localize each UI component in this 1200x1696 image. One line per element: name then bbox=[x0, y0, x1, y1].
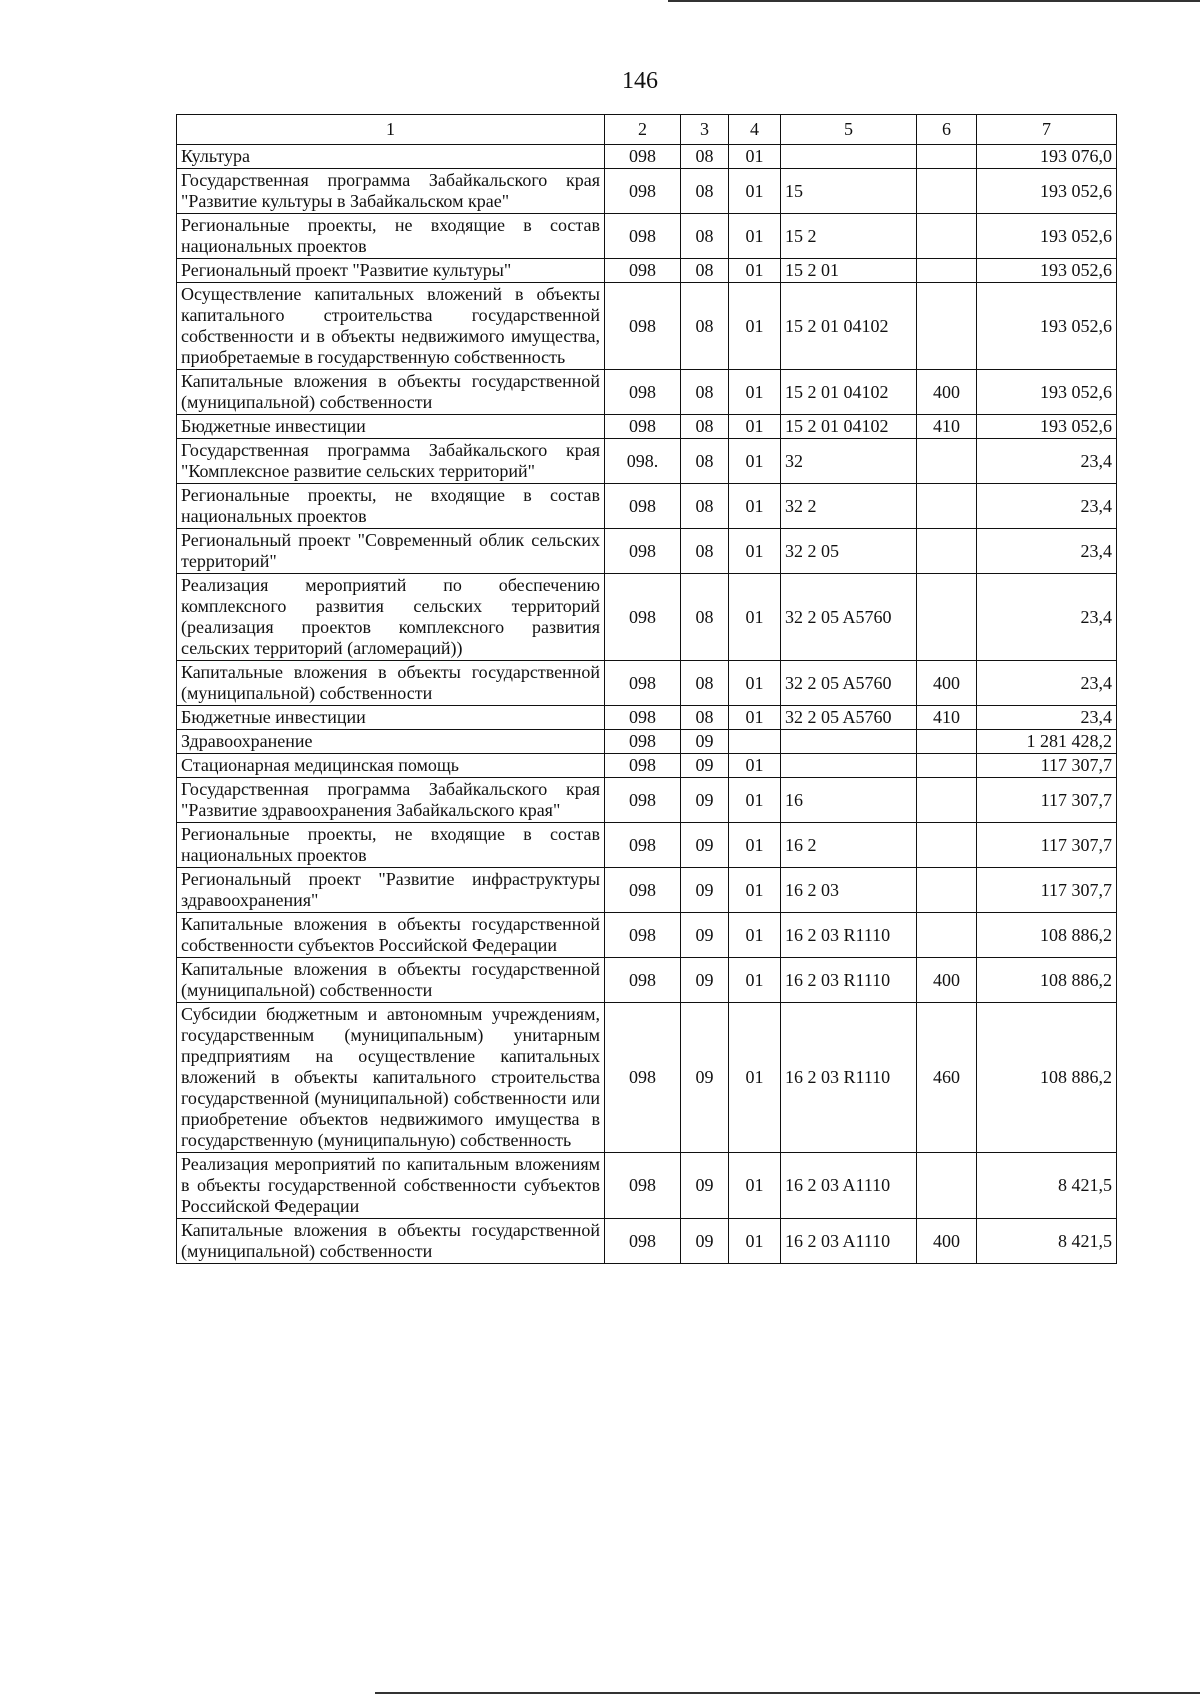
amount: 23,4 bbox=[977, 661, 1117, 706]
expense-type-code bbox=[917, 145, 977, 169]
subsection-code: 01 bbox=[729, 169, 781, 214]
amount: 193 076,0 bbox=[977, 145, 1117, 169]
table-row bbox=[177, 730, 1117, 754]
amount: 23,4 bbox=[977, 529, 1117, 574]
table-row bbox=[177, 823, 1117, 868]
item-name: Стационарная медицинская помощь bbox=[177, 754, 605, 778]
admin-code: 098 bbox=[605, 370, 681, 415]
admin-code: 098 bbox=[605, 214, 681, 259]
admin-code: 098 bbox=[605, 868, 681, 913]
target-article-code: 32 2 05 A5760 bbox=[781, 661, 917, 706]
section-code: 08 bbox=[681, 415, 729, 439]
item-name: Реализация мероприятий по обеспечению комплексного развития сельских территорий (реализация проектов комплексного развития сельских территорий (агломераций)) bbox=[177, 574, 605, 661]
table-row bbox=[177, 754, 1117, 778]
section-code: 08 bbox=[681, 283, 729, 370]
subsection-code: 01 bbox=[729, 415, 781, 439]
table-row bbox=[177, 145, 1117, 169]
table-row bbox=[177, 1219, 1117, 1264]
amount: 193 052,6 bbox=[977, 370, 1117, 415]
table-row bbox=[177, 415, 1117, 439]
admin-code: 098 bbox=[605, 1219, 681, 1264]
subsection-code: 01 bbox=[729, 370, 781, 415]
item-name: Региональные проекты, не входящие в состав национальных проектов bbox=[177, 484, 605, 529]
subsection-code: 01 bbox=[729, 1003, 781, 1153]
section-code: 08 bbox=[681, 214, 729, 259]
item-name: Культура bbox=[177, 145, 605, 169]
header-cell: 4 bbox=[729, 115, 781, 145]
item-name: Бюджетные инвестиции bbox=[177, 415, 605, 439]
target-article-code: 32 2 05 A5760 bbox=[781, 574, 917, 661]
item-name: Региональный проект "Развитие инфраструктуры здравоохранения" bbox=[177, 868, 605, 913]
target-article-code: 16 bbox=[781, 778, 917, 823]
subsection-code: 01 bbox=[729, 754, 781, 778]
expense-type-code bbox=[917, 529, 977, 574]
subsection-code bbox=[729, 730, 781, 754]
expense-type-code bbox=[917, 484, 977, 529]
subsection-code: 01 bbox=[729, 529, 781, 574]
amount: 23,4 bbox=[977, 574, 1117, 661]
table-row bbox=[177, 1003, 1117, 1153]
admin-code: 098 bbox=[605, 754, 681, 778]
table-row bbox=[177, 439, 1117, 484]
admin-code: 098 bbox=[605, 259, 681, 283]
amount: 23,4 bbox=[977, 484, 1117, 529]
admin-code: 098 bbox=[605, 283, 681, 370]
subsection-code: 01 bbox=[729, 439, 781, 484]
expense-type-code: 400 bbox=[917, 661, 977, 706]
subsection-code: 01 bbox=[729, 706, 781, 730]
item-name: Региональный проект "Развитие культуры" bbox=[177, 259, 605, 283]
admin-code: 098 bbox=[605, 1153, 681, 1219]
item-name: Государственная программа Забайкальского края "Развитие здравоохранения Забайкальского края" bbox=[177, 778, 605, 823]
expense-type-code: 400 bbox=[917, 370, 977, 415]
item-name: Реализация мероприятий по капитальным вложениям в объекты государственной собственности субъектов Российской Федерации bbox=[177, 1153, 605, 1219]
item-name: Здравоохранение bbox=[177, 730, 605, 754]
header-cell: 7 bbox=[977, 115, 1117, 145]
expense-type-code bbox=[917, 754, 977, 778]
item-name: Региональные проекты, не входящие в состав национальных проектов bbox=[177, 214, 605, 259]
target-article-code: 15 2 01 04102 bbox=[781, 415, 917, 439]
section-code: 09 bbox=[681, 958, 729, 1003]
subsection-code: 01 bbox=[729, 1219, 781, 1264]
expense-type-code bbox=[917, 823, 977, 868]
amount: 108 886,2 bbox=[977, 913, 1117, 958]
header-cell: 6 bbox=[917, 115, 977, 145]
section-code: 08 bbox=[681, 484, 729, 529]
expense-type-code: 410 bbox=[917, 706, 977, 730]
table-row bbox=[177, 529, 1117, 574]
header-cell: 3 bbox=[681, 115, 729, 145]
amount: 193 052,6 bbox=[977, 259, 1117, 283]
section-code: 09 bbox=[681, 823, 729, 868]
amount: 1 281 428,2 bbox=[977, 730, 1117, 754]
admin-code: 098 bbox=[605, 913, 681, 958]
target-article-code: 16 2 03 A1110 bbox=[781, 1153, 917, 1219]
expense-type-code bbox=[917, 778, 977, 823]
target-article-code: 16 2 bbox=[781, 823, 917, 868]
header-cell: 5 bbox=[781, 115, 917, 145]
section-code: 08 bbox=[681, 259, 729, 283]
admin-code: 098 bbox=[605, 574, 681, 661]
table-row bbox=[177, 661, 1117, 706]
subsection-code: 01 bbox=[729, 214, 781, 259]
header-cell: 2 bbox=[605, 115, 681, 145]
target-article-code bbox=[781, 754, 917, 778]
expense-type-code bbox=[917, 283, 977, 370]
subsection-code: 01 bbox=[729, 283, 781, 370]
table-row bbox=[177, 706, 1117, 730]
item-name: Бюджетные инвестиции bbox=[177, 706, 605, 730]
admin-code: 098 bbox=[605, 958, 681, 1003]
amount: 108 886,2 bbox=[977, 1003, 1117, 1153]
section-code: 08 bbox=[681, 574, 729, 661]
target-article-code: 32 2 05 bbox=[781, 529, 917, 574]
section-code: 08 bbox=[681, 145, 729, 169]
target-article-code: 16 2 03 bbox=[781, 868, 917, 913]
amount: 193 052,6 bbox=[977, 214, 1117, 259]
subsection-code: 01 bbox=[729, 661, 781, 706]
expense-type-code bbox=[917, 574, 977, 661]
admin-code: 098 bbox=[605, 169, 681, 214]
amount: 8 421,5 bbox=[977, 1219, 1117, 1264]
section-code: 08 bbox=[681, 439, 729, 484]
admin-code: 098 bbox=[605, 1003, 681, 1153]
budget-table bbox=[176, 114, 1117, 1264]
section-code: 09 bbox=[681, 1153, 729, 1219]
subsection-code: 01 bbox=[729, 574, 781, 661]
target-article-code: 16 2 03 A1110 bbox=[781, 1219, 917, 1264]
expense-type-code: 460 bbox=[917, 1003, 977, 1153]
top-rule bbox=[668, 0, 1200, 2]
subsection-code: 01 bbox=[729, 1153, 781, 1219]
table-row bbox=[177, 259, 1117, 283]
admin-code: 098 bbox=[605, 145, 681, 169]
amount: 117 307,7 bbox=[977, 823, 1117, 868]
item-name: Субсидии бюджетным и автономным учреждениям, государственным (муниципальным) унитарным предприятиям на осуществление капитальных вложений в объекты капитального строительства государственной (муниципальной) собственности или приобретение объектов недвижимого имущества в государственную (муниципальную) собственность bbox=[177, 1003, 605, 1153]
table-row bbox=[177, 484, 1117, 529]
admin-code: 098 bbox=[605, 730, 681, 754]
table-row bbox=[177, 370, 1117, 415]
section-code: 08 bbox=[681, 706, 729, 730]
item-name: Государственная программа Забайкальского края "Развитие культуры в Забайкальском крае" bbox=[177, 169, 605, 214]
target-article-code bbox=[781, 145, 917, 169]
expense-type-code: 410 bbox=[917, 415, 977, 439]
target-article-code: 15 2 01 04102 bbox=[781, 370, 917, 415]
table-row bbox=[177, 214, 1117, 259]
bottom-rule bbox=[375, 1692, 1200, 1694]
target-article-code: 32 2 bbox=[781, 484, 917, 529]
header-row bbox=[177, 115, 1117, 145]
target-article-code bbox=[781, 730, 917, 754]
table-row bbox=[177, 283, 1117, 370]
item-name: Капитальные вложения в объекты государственной собственности субъектов Российской Федерации bbox=[177, 913, 605, 958]
section-code: 08 bbox=[681, 169, 729, 214]
target-article-code: 16 2 03 R1110 bbox=[781, 958, 917, 1003]
item-name: Капитальные вложения в объекты государственной (муниципальной) собственности bbox=[177, 958, 605, 1003]
amount: 23,4 bbox=[977, 439, 1117, 484]
section-code: 08 bbox=[681, 370, 729, 415]
section-code: 08 bbox=[681, 529, 729, 574]
table-row bbox=[177, 169, 1117, 214]
table-row bbox=[177, 958, 1117, 1003]
admin-code: 098 bbox=[605, 661, 681, 706]
amount: 8 421,5 bbox=[977, 1153, 1117, 1219]
table-row bbox=[177, 868, 1117, 913]
item-name: Региональный проект "Современный облик сельских территорий" bbox=[177, 529, 605, 574]
amount: 193 052,6 bbox=[977, 415, 1117, 439]
table-row bbox=[177, 778, 1117, 823]
amount: 193 052,6 bbox=[977, 283, 1117, 370]
expense-type-code bbox=[917, 730, 977, 754]
target-article-code: 15 2 bbox=[781, 214, 917, 259]
section-code: 09 bbox=[681, 913, 729, 958]
section-code: 09 bbox=[681, 868, 729, 913]
amount: 117 307,7 bbox=[977, 754, 1117, 778]
amount: 23,4 bbox=[977, 706, 1117, 730]
subsection-code: 01 bbox=[729, 778, 781, 823]
admin-code: 098. bbox=[605, 439, 681, 484]
amount: 117 307,7 bbox=[977, 868, 1117, 913]
section-code: 09 bbox=[681, 778, 729, 823]
section-code: 09 bbox=[681, 1003, 729, 1153]
section-code: 08 bbox=[681, 661, 729, 706]
expense-type-code bbox=[917, 1153, 977, 1219]
table-row bbox=[177, 574, 1117, 661]
item-name: Осуществление капитальных вложений в объекты капитального строительства государственной собственности и в объекты недвижимого имущества, приобретаемые в государственную собственность bbox=[177, 283, 605, 370]
admin-code: 098 bbox=[605, 823, 681, 868]
subsection-code: 01 bbox=[729, 913, 781, 958]
target-article-code: 15 bbox=[781, 169, 917, 214]
target-article-code: 16 2 03 R1110 bbox=[781, 913, 917, 958]
amount: 193 052,6 bbox=[977, 169, 1117, 214]
item-name: Капитальные вложения в объекты государственной (муниципальной) собственности bbox=[177, 1219, 605, 1264]
section-code: 09 bbox=[681, 754, 729, 778]
target-article-code: 16 2 03 R1110 bbox=[781, 1003, 917, 1153]
item-name: Капитальные вложения в объекты государственной (муниципальной) собственности bbox=[177, 370, 605, 415]
subsection-code: 01 bbox=[729, 958, 781, 1003]
expense-type-code: 400 bbox=[917, 1219, 977, 1264]
table-row bbox=[177, 1153, 1117, 1219]
item-name: Региональные проекты, не входящие в состав национальных проектов bbox=[177, 823, 605, 868]
expense-type-code: 400 bbox=[917, 958, 977, 1003]
expense-type-code bbox=[917, 214, 977, 259]
target-article-code: 15 2 01 bbox=[781, 259, 917, 283]
subsection-code: 01 bbox=[729, 259, 781, 283]
subsection-code: 01 bbox=[729, 484, 781, 529]
target-article-code: 32 2 05 A5760 bbox=[781, 706, 917, 730]
expense-type-code bbox=[917, 913, 977, 958]
table-row bbox=[177, 913, 1117, 958]
expense-type-code bbox=[917, 439, 977, 484]
subsection-code: 01 bbox=[729, 823, 781, 868]
expense-type-code bbox=[917, 169, 977, 214]
section-code: 09 bbox=[681, 1219, 729, 1264]
item-name: Государственная программа Забайкальского края "Комплексное развитие сельских территорий" bbox=[177, 439, 605, 484]
admin-code: 098 bbox=[605, 484, 681, 529]
target-article-code: 32 bbox=[781, 439, 917, 484]
subsection-code: 01 bbox=[729, 868, 781, 913]
page-number: 146 bbox=[622, 68, 658, 94]
admin-code: 098 bbox=[605, 706, 681, 730]
amount: 108 886,2 bbox=[977, 958, 1117, 1003]
header-cell: 1 bbox=[177, 115, 605, 145]
expense-type-code bbox=[917, 868, 977, 913]
admin-code: 098 bbox=[605, 778, 681, 823]
admin-code: 098 bbox=[605, 529, 681, 574]
amount: 117 307,7 bbox=[977, 778, 1117, 823]
admin-code: 098 bbox=[605, 415, 681, 439]
subsection-code: 01 bbox=[729, 145, 781, 169]
item-name: Капитальные вложения в объекты государственной (муниципальной) собственности bbox=[177, 661, 605, 706]
section-code: 09 bbox=[681, 730, 729, 754]
target-article-code: 15 2 01 04102 bbox=[781, 283, 917, 370]
expense-type-code bbox=[917, 259, 977, 283]
